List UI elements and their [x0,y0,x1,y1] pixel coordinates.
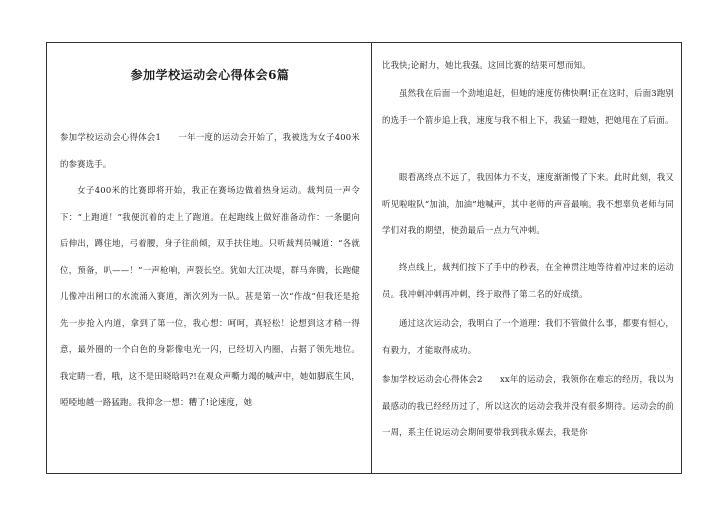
right-paragraph-6: 参加学校运动会心得体会2 xx年的运动会，我领你在难忘的经历，我以为最感动的我已经经历过了，所以这次的运动会我并没有很多期待。运动会的前一周，系主任说运动会期间要带我到我永媒去，我是你 [382,374,674,437]
right-paragraph-1: 比我快;论耐力，她比我强。这回比赛的结果可想而知。 [382,60,591,70]
right-paragraph-3: 眼看离终点不远了，我因体力不支，速度渐渐慢了下来。此时此刻，我又听见啦啦队“加油，加油”地喊声，其中老师的声音最响。我不想辜负老师与同学们对我的期望，使劲最后一点力气冲刺。 [382,172,674,235]
right-paragraph-2: 虽然我在后面一个劲地追赶，但她的速度仿佛快啊!正在这时，后面3跑别的选手一个箭步追上我，速度与我不相上下，我猛一瞪她，把她甩在了后面。 [382,88,674,125]
right-paragraph-5: 通过这次运动会，我明白了一个道理：我们不管做什么事，都要有恒心，有毅力，才能取得成功。 [382,318,674,355]
column-divider [371,42,372,474]
left-paragraph-1: 参加学校运动会心得体会1 一年一度的运动会开始了，我被选为女子400米的参赛选手。 [60,132,360,169]
right-paragraph-4: 终点线上，裁判们按下了手中的秒表，在全神贯注地等待着冲过来的运动员。我冲刺冲刺再冲刺，终于取得了第二名的好成绩。 [382,262,674,299]
left-paragraph-2: 女子400米的比赛即将开始，我正在赛场边做着热身运动。裁判员一声令下：“上跑道！”我便沉着的走上了跑道。在起跑线上做好准备动作：一条腿向后伸出，蹲住地，弓着腰，身子往前倾，双手扶住地。只听裁判员喊道：“各就位，预备，叭——！”一声枪响，声裂长空。犹如大江决堤，群马奔腾，长跑健儿像冲出闸口的水流涌入赛道，渐次列为一队。甚是第一次“作战”但我还是抢先一步抢入内道，拿到了第一位，我心想：呵呵，真轻松！论想到这才稍一得意，最外圈的一个白色的身影像电光一闪，已经切入内圈，占据了领先地位。我定睛一看，哦，这不是田晓晗吗?!在观众声嘶力竭的喊声中，她如脚底生风，啞啞地越一路猛跑。我抑念一想：糟了!论速度，她 [60,185,360,407]
document-title: 参加学校运动会心得体会6篇 [130,68,290,82]
